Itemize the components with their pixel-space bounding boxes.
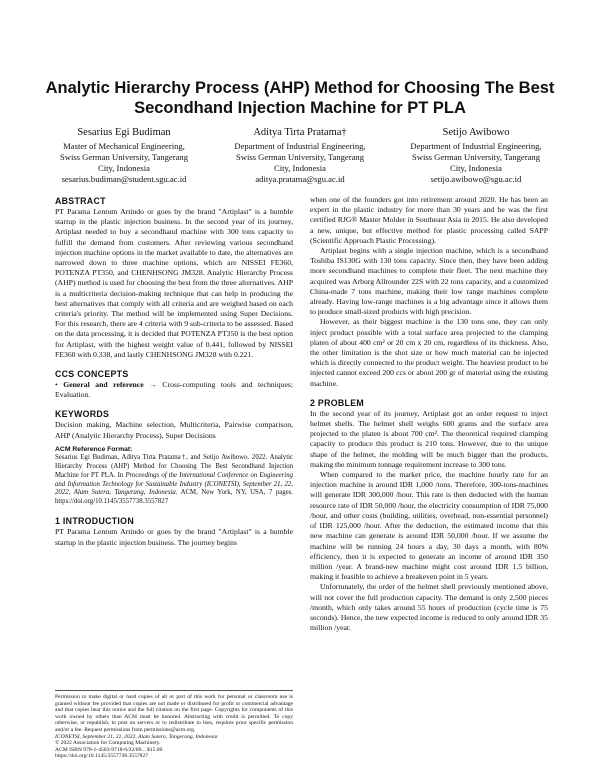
author-org: Swiss German University, Tangerang: [411, 152, 541, 162]
acm-ref-text: [55, 454, 293, 507]
intro-paragraph-2: Artiplast begins with a single injection machine, which is a secondhand Toshiba IS130G with 130 tons capacity. Since then, they have been adding more secondhand machines to complete their fleet. The next machine they acquired was Arburg Allrounder 22S with 22 tons capacity, and a customized China-made 7 tons machine, making their low range machines complete already. Having low-range machines is a big advantage since it allows them to produce small-sized products with high precision.: [310, 246, 548, 317]
paper-title: Analytic Hierarchy Process (AHP) Method for Choosing The Best Secondhand Injection Machine for PT PLA: [45, 79, 555, 117]
author-3: [392, 126, 560, 185]
ccs-bold: General and reference: [63, 380, 144, 390]
problem-heading: 2 PROBLEM: [310, 397, 365, 408]
author-email: aditya.pratama@sgu.ac.id: [255, 174, 345, 184]
abstract-text: PT Parama Lentum Artindo or goes by the brand "Artiplast" is a humble startup in the plastic injection business. In the second year of its journey, Artiplast needed to buy a secondhand machine with 300 tons capacity to fulfill the demand from customers. After reviewing various secondhand injection machine options in the market available to date, the alternatives are narrowed down to three machine options, which are NISSEI FE360, POTENZA PT350, and CHENHSONG JM328. Analytic Hierarchy Process (AHP) method is used for choosing the best from the three alternatives. AHP is a multicriteria decision-making technique that can help in producing the best alternatives that comply with all criteria and are weighed based on each criteria's priority. The method will be implemented using Super Decisions. For this research, there are 4 criteria with 9 sub-criteria to be assessed. Based on the data processing, it is decided that POTENZA PT350 is the best option for Artiplast, with the highest weight value of 0.441, followed by NISSEI FE360 with 0.338, and lastly CHENHSONG JM328 with 0.221.: [55, 207, 293, 359]
intro-text: PT Parama Lentum Artindo or goes by the brand "Artiplast" is a humble startup in the plastic injection business. The journey begins: [55, 527, 293, 547]
permission-text: Permission to make digital or hard copies of all or part of this work for personal or classroom use is granted without fee provided that copies are not made or distributed for profit or commercial advantage and that copies bear this notice and the full citation on the first page. Copyrights for components of this work owned by others than ACM must be honored. Abstracting with credit is permitted. To copy otherwise, or republish, to post on servers or to redistribute to lists, requires prior specific permission and/or a fee. Request permissions from permissions@acm.org.: [55, 694, 293, 733]
author-dept: Department of Industrial Engineering,: [410, 141, 542, 151]
permission-isbn: ACM ISBN 978-1-4503-9718-6/22/09... $15.00: [55, 746, 163, 753]
ccs-rest: → Cross-computing tools and techniques; Evaluation.: [55, 380, 293, 400]
author-dept: Department of Industrial Engineering,: [234, 141, 366, 151]
acm-ref-part2: ACM, New York, NY, USA, 7 pages. https://doi.org/10.1145/3557738.3557827: [55, 489, 293, 506]
ccs-text: [55, 380, 293, 400]
permission-doi: https://doi.org/10.1145/3557738.3557827: [55, 753, 149, 760]
author-email: setijo.awibowo@sgu.ac.id: [430, 174, 522, 184]
ccs-bullet: •: [55, 380, 58, 390]
author-org: Swiss German University, Tangerang: [59, 152, 189, 162]
permission-copyright: © 2022 Association for Computing Machinery.: [55, 740, 161, 747]
acm-ref-heading: ACM Reference Format:: [55, 445, 133, 453]
author-email: sesarius.budiman@student.sgu.ac.id: [61, 174, 187, 184]
permission-venue: ICONETSI, September 21, 22, 2022, Alam Sutera, Tangerang, Indonesia: [55, 733, 218, 740]
intro-heading: 1 INTRODUCTION: [55, 516, 134, 527]
abstract-heading: ABSTRACT: [55, 196, 106, 206]
author-org: Swiss German University, Tangerang: [235, 152, 365, 162]
author-location: City, Indonesia: [274, 163, 326, 173]
keywords-text: Decision making, Machine selection, Multicriteria, Pairwise comparison, AHP (Analytic Hierarchy Process), Super Decisions: [55, 420, 293, 440]
author-name: Aditya Tirta Pratama†: [253, 127, 347, 138]
intro-paragraph-3: However, as their biggest machine is the 130 tons one, they can only inject product possible with a total surface area projected to the clamping platen of about 400 cm² or 20 cm x 20 cm, regardless of its thickness. Also, the other limitation is the shot size or how much material can be injected which is directly connected to the product weight. The heaviest product to be injected cannot exceed 200 ccs or about 200 gr of material using the existing machine.: [310, 317, 548, 388]
intro-continued: when one of the founders got into retirement around 2020. He has been an expert in the plastic industry for more than 30 years and he was the first certified RJG® Master Molder in Southeast Asia in 2015. He also developed a new, unique, but effective method for plastic processing called SAPP (Scientific Approach Plastic Processing).: [310, 195, 548, 245]
author-name: Sesarius Egi Budiman: [77, 127, 171, 138]
problem-paragraph-2: When compared to the market price, the machine hourly rate for an injection machine is around IDR 1,000 /tons. Therefore, 300-tons-machines will generate IDR 300,000 /hour. This rate is then deducted with the human resource rate of IDR 50,000 /hour, the electricity consumption of IDR 75,000 /hour, and other costs (building, utilities, overhead, non-essential personnel) of IDR 125,000 /hour. After the deduction, the estimated income that this new machine can generate is around IDR 50,000 /hour. If we assume the machine will be running 24 hours a day, 30 days a month, with 80% efficiency, then it is expected to generate an income of around IDR 350 million /year. A brand-new machine might cost around IDR 1.5 billion, making it feasible to achieve a breakeven point in 5 years.: [310, 470, 548, 582]
acm-ref-part1: Sesarius Egi Budiman, Aditya Tirta Pratama†, and Setijo Awibowo. 2022. Analytic Hierarchy Process (AHP) Method for Choosing The Best Secondhand Injection Machine for PT PLA. In: [55, 453, 293, 479]
author-1: [40, 126, 208, 185]
ccs-heading: CCS CONCEPTS: [55, 369, 129, 380]
acm-ref-italic: Proceedings of the International Conference on Engineering and Information Technology for Sustainable Industry (ICONETSI), September 21, 22, 2022, Alam Sutera, Tangerang, Indonesia.: [55, 471, 293, 497]
author-location: City, Indonesia: [450, 163, 502, 173]
author-name: Setijo Awibowo: [442, 127, 510, 138]
author-2: [216, 126, 384, 185]
permission-notice: [55, 690, 293, 760]
right-column: [310, 195, 548, 633]
author-location: City, Indonesia: [98, 163, 150, 173]
author-dept: Master of Mechanical Engineering,: [63, 141, 185, 151]
author-block: [40, 126, 560, 185]
keywords-heading: KEYWORDS: [55, 409, 110, 420]
problem-paragraph-3: Unfortunately, the order of the helmet shell previously mentioned above, will not cover the full production capacity. The demand is only 2,500 pieces /month, which only takes around 55 hours of production (cycle time is 75 seconds). Hence, the new expected income is reduced to only around IDR 35 million /year.: [310, 582, 548, 633]
left-column: [55, 196, 293, 548]
problem-paragraph-1: In the second year of its journey, Artiplast got an order request to inject helmet shells. The helmet shell weighs 600 grams and the surface area projected to the platen is about 700 cm². The theoretical required clamping capacity to produce this product is 210 tons. However, due to the unique shape of the helmet, the molding will be much bigger than the products, making the minimum tonnage requirement increase to 300 tons.: [310, 408, 548, 469]
